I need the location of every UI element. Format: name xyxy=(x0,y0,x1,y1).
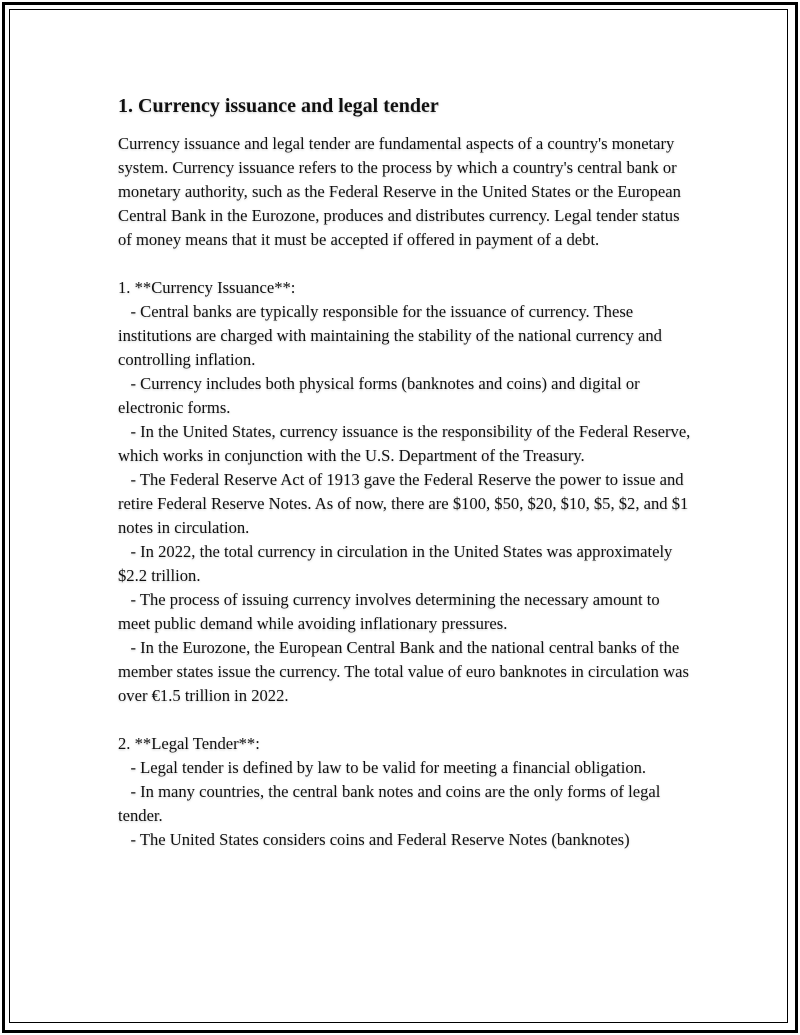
section-heading: 1. Currency issuance and legal tender xyxy=(118,95,439,117)
document-content xyxy=(118,92,693,852)
section-body: Currency issuance and legal tender are fundamental aspects of a country's monetary system. Currency issuance refers to the process by which a country's central bank or monetary authority, such as the Federal Reserve in the United States or the European Central Bank in the Eurozone, produces and distributes currency. Legal tender status of money means that it must be accepted if offered in payment of a debt. 1. **Currency Issuance**: - Central banks are typically responsible for the issuance of currency. These institutions are charged with maintaining the stability of the national currency and controlling inflation. - Currency includes both physical forms (banknotes and coins) and digital or electronic forms. - In the United States, currency issuance is the responsibility of the Federal Reserve, which works in conjunction with the U.S. Department of the Treasury. - The Federal Reserve Act of 1913 gave the Federal Reserve the power to issue and retire Federal Reserve Notes. As of now, there are $100, $50, $20, $10, $5, $2, and $1 notes in circulation. - In 2022, the total currency in circulation in the United States was approximately $2.2 trillion. - The process of issuing currency involves determining the necessary amount to meet public demand while avoiding inflationary pressures. - In the Eurozone, the European Central Bank and the national central banks of the member states issue the currency. The total value of euro banknotes in circulation was over €1.5 trillion in 2022. 2. **Legal Tender**: - Legal tender is defined by law to be valid for meeting a financial obligation. - In many countries, the central bank notes and coins are the only forms of legal tender. - The United States considers coins and Federal Reserve Notes (banknotes) xyxy=(118,134,691,849)
